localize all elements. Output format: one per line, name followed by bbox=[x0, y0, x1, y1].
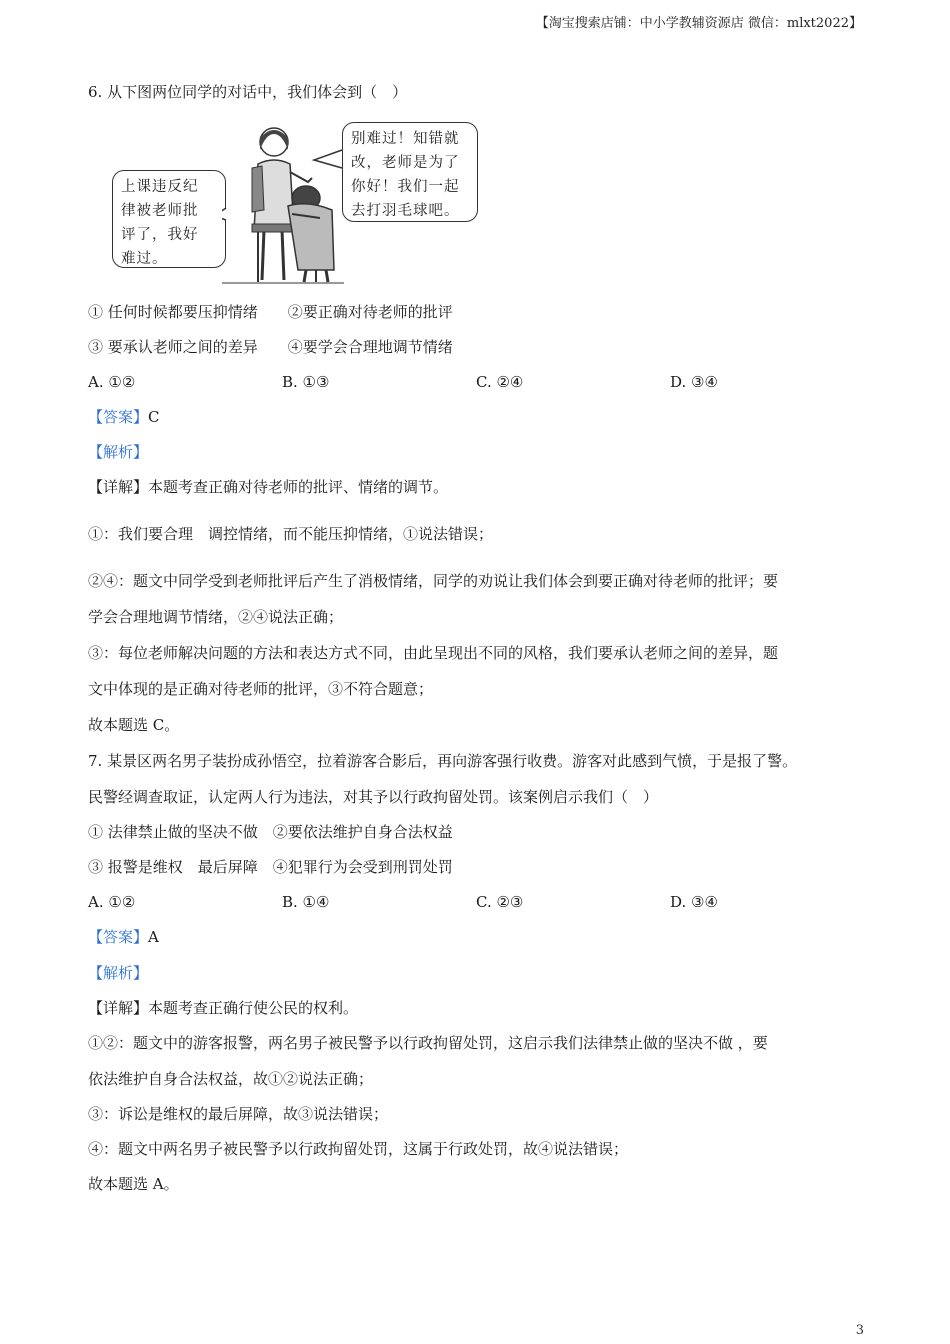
speech-bubble-right bbox=[342, 122, 478, 222]
q6-explain-1: ①：我们要合理 调控情绪，而不能压抑情绪，①说法错误； bbox=[88, 525, 494, 543]
q6-illustration bbox=[110, 120, 480, 285]
q6-explain-3a: ③：每位老师解决问题的方法和表达方式不同，由此呈现出不同的风格，我们要承认老师之间的差异，题 bbox=[88, 644, 779, 662]
bubble-line: 你好！我们一起 bbox=[351, 179, 460, 195]
detail-label: 【详解】 bbox=[88, 478, 149, 496]
answer-value: A bbox=[148, 928, 159, 946]
q6-stem: 6. 从下图两位同学的对话中，我们体会到（ ） bbox=[88, 83, 408, 101]
q6-analysis-label: 【解析】 bbox=[88, 443, 149, 461]
q6-answer bbox=[88, 407, 160, 427]
q7-answer bbox=[88, 927, 159, 947]
q7-analysis-label: 【解析】 bbox=[88, 964, 149, 982]
q7-explain-1b: 依法维护自身合法权益，故①②说法正确； bbox=[88, 1070, 374, 1088]
q7-statement-2: ③ 报警是维权 最后屏障 ④犯罪行为会受到刑罚处罚 bbox=[88, 858, 453, 876]
students-drawing bbox=[222, 120, 344, 285]
answer-label: 【答案】 bbox=[88, 928, 149, 946]
q7-conclusion: 故本题选 A。 bbox=[88, 1175, 179, 1193]
q6-explain-2b: 学会合理地调节情绪，②④说法正确； bbox=[88, 608, 344, 626]
page-number: 3 bbox=[855, 1323, 864, 1338]
answer-value: C bbox=[148, 408, 160, 426]
q6-statement-1: ① 任何时候都要压抑情绪 ②要正确对待老师的批评 bbox=[88, 303, 453, 321]
q7-option-c: C. ②③ bbox=[476, 893, 524, 911]
q7-explain-2: ③：诉讼是维权的最后屏障，故③说法错误； bbox=[88, 1105, 389, 1123]
q7-detail bbox=[88, 998, 358, 1018]
bubble-line: 别难过！知错就 bbox=[351, 131, 460, 147]
q6-option-b: B. ①③ bbox=[282, 373, 330, 391]
bubble-line: 改，老师是为了 bbox=[351, 155, 460, 171]
detail-text: 本题考查正确行使公民的权利。 bbox=[148, 999, 359, 1017]
q6-statement-2: ③ 要承认老师之间的差异 ④要学会合理地调节情绪 bbox=[88, 338, 453, 356]
q6-option-c: C. ②④ bbox=[476, 373, 524, 391]
q7-statement-1: ① 法律禁止做的坚决不做 ②要依法维护自身合法权益 bbox=[88, 823, 453, 841]
q6-explain-2a: ②④：题文中同学受到老师批评后产生了消极情绪，同学的劝说让我们体会到要正确对待老师的批评；要 bbox=[88, 572, 779, 590]
q7-option-d: D. ③④ bbox=[670, 893, 718, 911]
q6-detail bbox=[88, 477, 448, 497]
bubble-line: 难过。 bbox=[121, 251, 168, 267]
q7-explain-1a: ①②：题文中的游客报警，两名男子被民警予以行政拘留处罚，这启示我们法律禁止做的坚决不做 ，要 bbox=[88, 1034, 768, 1052]
bubble-line: 去打羽毛球吧。 bbox=[351, 203, 460, 219]
detail-label: 【详解】 bbox=[88, 999, 149, 1017]
q6-explain-3b: 文中体现的是正确对待老师的批评，③不符合题意； bbox=[88, 680, 434, 698]
q7-option-a: A. ①② bbox=[88, 893, 136, 911]
q7-stem-a: 7. 某景区两名男子装扮成孙悟空，拉着游客合影后，再向游客强行收费。游客对此感到气愤，于是报了警。 bbox=[88, 752, 798, 770]
q7-stem-b: 民警经调查取证，认定两人行为违法，对其予以行政拘留处罚。该案例启示我们（ ） bbox=[88, 788, 659, 806]
bubble-line: 上课违反纪 bbox=[121, 179, 199, 195]
q7-explain-3: ④：题文中两名男子被民警予以行政拘留处罚，这属于行政处罚，故④说法错误； bbox=[88, 1140, 629, 1158]
speech-bubble-left bbox=[112, 170, 226, 268]
q6-option-a: A. ①② bbox=[88, 373, 136, 391]
q7-option-b: B. ①④ bbox=[282, 893, 330, 911]
detail-text: 本题考查正确对待老师的批评、情绪的调节。 bbox=[148, 478, 449, 496]
header-shop-info: 【淘宝搜索店铺：中小学教辅资源店 微信：mlxt2022】 bbox=[535, 16, 862, 31]
q6-option-d: D. ③④ bbox=[670, 373, 718, 391]
q6-conclusion: 故本题选 C。 bbox=[88, 716, 180, 734]
bubble-line: 律被老师批 bbox=[121, 203, 199, 219]
bubble-line: 评了，我好 bbox=[121, 227, 199, 243]
answer-label: 【答案】 bbox=[88, 408, 149, 426]
